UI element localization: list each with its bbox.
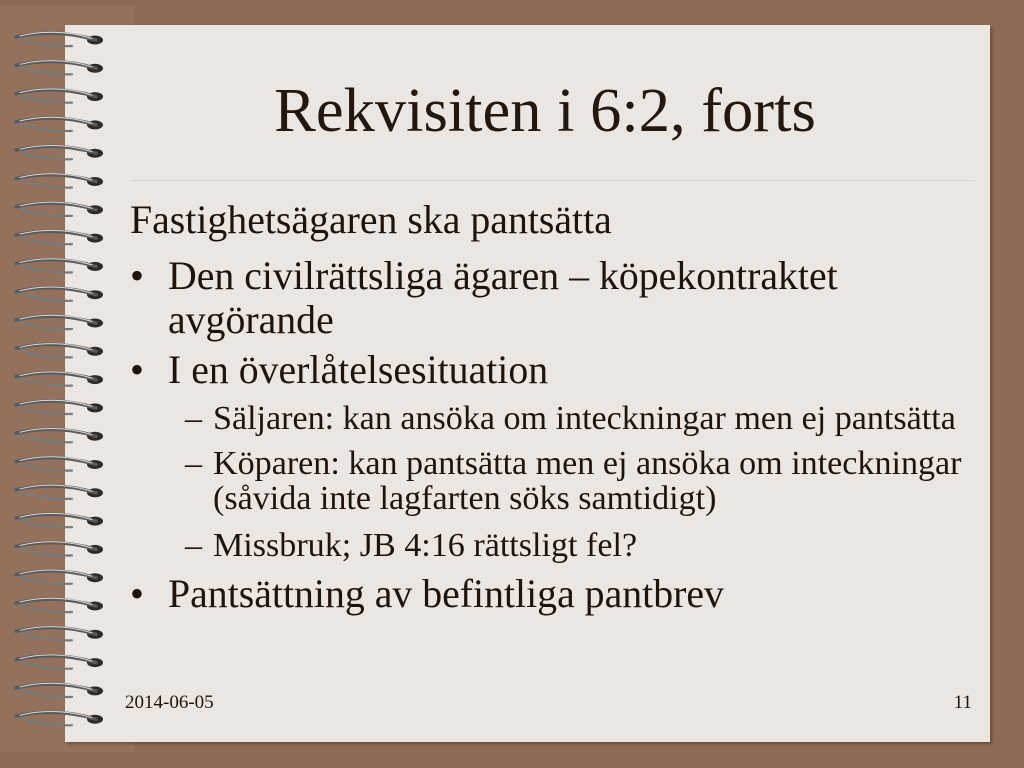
spiral-wire-lower: [18, 491, 72, 499]
spiral-wire-lower: [18, 180, 72, 188]
footer-date: 2014-06-05: [125, 692, 214, 713]
spiral-coil: [16, 372, 103, 386]
title-divider: [130, 180, 975, 181]
slide-number: 11: [953, 692, 972, 713]
slide-title: Rekvisiten i 6:2, forts: [274, 75, 816, 145]
spiral-wire-lower: [18, 95, 72, 103]
dash-icon: –: [185, 400, 203, 437]
spiral-coil: [16, 344, 103, 358]
spiral-wire-lower: [18, 378, 72, 386]
spiral-wire-lower: [18, 38, 72, 46]
sub-bullet-item: Säljaren: kan ansöka om inteckningar men ej pantsätta: [213, 400, 956, 437]
spiral-coil: [16, 259, 103, 273]
spiral-wire-lower: [18, 519, 72, 527]
spiral-wire-lower: [18, 576, 72, 584]
dash-icon: –: [185, 445, 203, 482]
spiral-wire-lower: [18, 717, 72, 725]
spiral-coil: [16, 145, 103, 159]
spiral-wire-lower: [18, 434, 72, 442]
spiral-coil: [16, 174, 103, 188]
spiral-coil: [16, 117, 103, 131]
spiral-wire-lower: [18, 604, 72, 612]
spiral-wire-lower: [18, 349, 72, 357]
spiral-coil: [16, 230, 103, 244]
dash-icon: –: [185, 527, 203, 564]
spiral-coil: [16, 61, 103, 75]
spiral-coil: [16, 89, 103, 103]
spiral-coil: [16, 598, 103, 612]
sub-bullet-item: Missbruk; JB 4:16 rättsligt fel?: [213, 527, 638, 564]
bullet-item: Den civilrättsliga ägaren – köpekontraktet avgörande: [168, 254, 838, 342]
spiral-wire-lower: [18, 123, 72, 131]
spiral-wire-lower: [18, 264, 72, 272]
spiral-wire-lower: [18, 293, 72, 301]
spiral-wire-lower: [18, 632, 72, 640]
spiral-coil: [16, 457, 103, 471]
bullet-item: Pantsättning av befintliga pantbrev: [168, 572, 724, 616]
spiral-coil: [16, 32, 103, 46]
spiral-coil: [16, 315, 103, 329]
spiral-coil: [16, 202, 103, 216]
spiral-coil: [16, 711, 103, 725]
bullet-icon: •: [130, 572, 144, 616]
bullet-icon: •: [130, 254, 144, 298]
bullet-item: I en överlåtelsesituation: [168, 348, 549, 392]
spiral-coil: [16, 542, 103, 556]
spiral-wire-lower: [18, 547, 72, 555]
spiral-coil: [16, 428, 103, 442]
spiral-binding: [0, 0, 140, 768]
spiral-wire-lower: [18, 151, 72, 159]
spiral-wire-lower: [18, 661, 72, 669]
spiral-wire-lower: [18, 236, 72, 244]
bullet-icon: •: [130, 348, 144, 392]
spiral-coil: [16, 485, 103, 499]
spiral-wire-lower: [18, 406, 72, 414]
spiral-wire-lower: [18, 321, 72, 329]
spiral-coil: [16, 655, 103, 669]
spiral-coil: [16, 570, 103, 584]
spiral-wire-lower: [18, 208, 72, 216]
spiral-coil: [16, 627, 103, 641]
spiral-coil: [16, 400, 103, 414]
spiral-wire-lower: [18, 66, 72, 74]
spiral-wire-lower: [18, 463, 72, 471]
body-heading: Fastighetsägaren ska pantsätta: [130, 198, 612, 242]
spiral-coil: [16, 683, 103, 697]
spiral-coil: [16, 287, 103, 301]
sub-bullet-item: Köparen: kan pantsätta men ej ansöka om inteckningar (såvida inte lagfarten söks samtidigt): [213, 445, 962, 517]
spiral-wire-lower: [18, 689, 72, 697]
spiral-coil: [16, 513, 103, 527]
